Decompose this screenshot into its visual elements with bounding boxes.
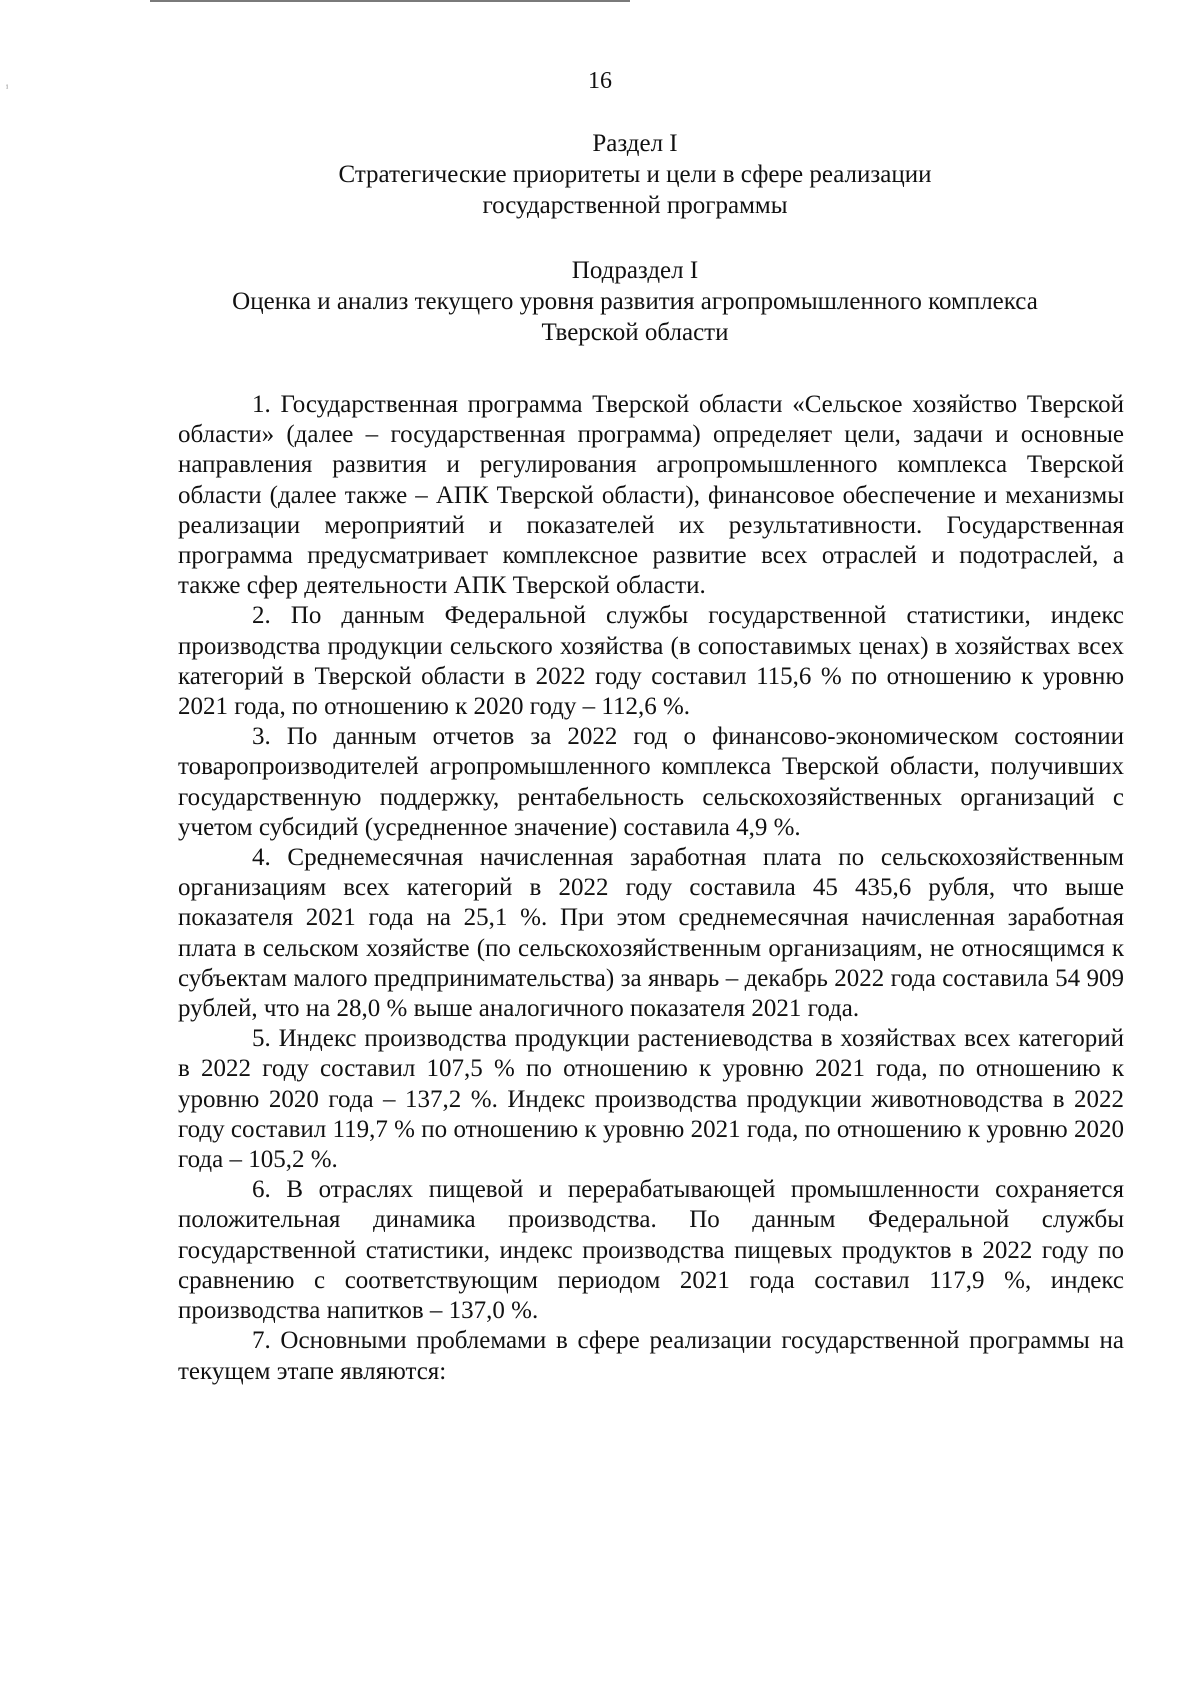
paragraph-2: 2. По данным Федеральной службы государственной статистики, индекс производства продукции сельского хозяйства (в сопоставимых ценах) в хозяйствах всех категорий в Тверской области в 2022 году составил 115,6 % по отношению к уровню 2021 года, по отношению к 2020 году – 112,6 %.	[178, 602, 1124, 721]
paragraph-1: 1. Государственная программа Тверской области «Сельское хозяйство Тверской области» (далее – государственная программа) определяет цели, задачи и основные направления развития и регулирования агропромышленного комплекса Тверской области (далее также – АПК Тверской области), финансовое обеспечение и механизмы реализации мероприятий и показателей их результативности. Государственная программа предусматривает комплексное развитие всех отраслей и подотраслей, а также сфер деятельности АПК Тверской области.	[178, 391, 1124, 600]
paragraph-5: 5. Индекс производства продукции растениеводства в хозяйствах всех категорий в 2022 году составил 107,5 % по отношению к уровню 2021 года, по отношению к уровню 2020 года – 137,2 %. Индекс производства продукции животноводства в 2022 году составил 119,7 % по отношению к уровню 2021 года, по отношению к уровню 2020 года – 105,2 %.	[178, 1025, 1124, 1174]
heading-spacer	[160, 221, 1110, 255]
paragraph-6: 6. В отраслях пищевой и перерабатывающей промышленности сохраняется положительная динамика производства. По данным Федеральной службы государственной статистики, индекс производства пищевых продуктов в 2022 году по сравнению с соответствующим периодом 2021 года составил 117,9 %, индекс производства напитков – 137,0 %.	[178, 1176, 1124, 1325]
paragraph-3: 3. По данным отчетов за 2022 год о финансово-экономическом состоянии товаропроизводителей агропромышленного комплекса Тверской области, получивших государственную поддержку, рентабельность сельскохозяйственных организаций с учетом субсидий (усредненное значение) составила 4,9 %.	[178, 723, 1124, 841]
section-heading-line-2: государственной программы	[482, 192, 788, 219]
section-heading-line-1: Стратегические приоритеты и цели в сфере реализации	[338, 161, 932, 188]
subsection-heading-line-2: Тверской области	[541, 319, 729, 346]
subsection-heading-line-1: Оценка и анализ текущего уровня развития агропромышленного комплекса	[232, 288, 1038, 315]
page-number: 16	[588, 68, 612, 94]
section-title: Раздел I	[592, 130, 678, 157]
scan-top-edge-line	[150, 0, 630, 2]
paragraph-7: 7. Основными проблемами в сфере реализации государственной программы на текущем этапе являются:	[178, 1327, 1124, 1385]
paragraph-4: 4. Среднемесячная начисленная заработная плата по сельскохозяйственным организациям всех категорий в 2022 году составила 45 435,6 рубля, что выше показателя 2021 года на 25,1 %. При этом среднемесячная начисленная заработная плата в сельском хозяйстве (по сельскохозяйственным организациям, не относящимся к субъектам малого предпринимательства) за январь – декабрь 2022 года составила 54 909 рублей, что на 28,0 % выше аналогичного показателя 2021 года.	[178, 844, 1124, 1023]
margin-scan-mark: ⁱ	[6, 83, 9, 95]
document-body	[178, 390, 1124, 1387]
subsection-title: Подраздел I	[571, 257, 699, 284]
headings-block	[160, 128, 1110, 348]
